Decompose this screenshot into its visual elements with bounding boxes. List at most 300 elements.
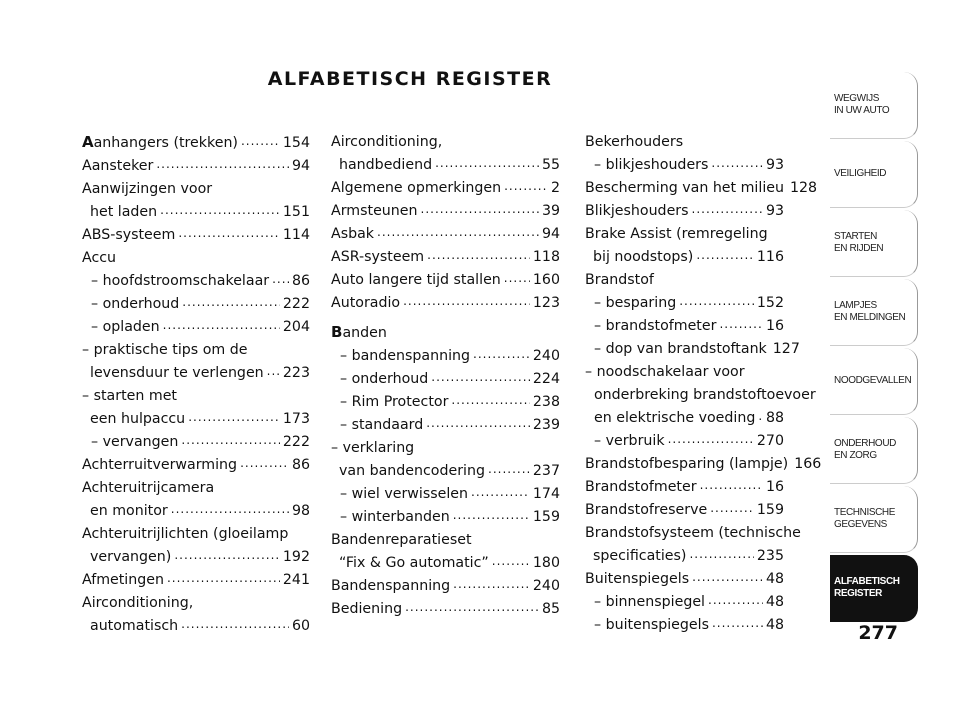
entry-text (585, 499, 707, 522)
entry-label: het laden (90, 204, 158, 220)
entry-label: Armsteunen (331, 203, 418, 219)
entry-line: Aanwijzingen voor (82, 181, 213, 197)
entry-row (585, 292, 784, 315)
dot-leader (711, 155, 763, 169)
entry-label: – Rim Protector (340, 394, 449, 410)
page-ref: 223 (282, 365, 310, 381)
entry-row (82, 293, 310, 316)
index-entry (585, 200, 784, 223)
entry-text (90, 615, 178, 638)
entry-label: – dop van brandstoftank (594, 341, 767, 357)
page-ref: 86 (291, 457, 310, 473)
entry-text (585, 200, 689, 223)
entry-label: Brandstofbesparing (lampje) (585, 456, 789, 472)
dot-leader (692, 569, 763, 583)
chapter-tab[interactable] (830, 348, 918, 415)
entry-text (90, 546, 171, 569)
dot-leader (377, 224, 539, 238)
dot-leader (692, 201, 763, 215)
entry-row (331, 246, 560, 269)
page-ref: 93 (765, 203, 784, 219)
entry-row (331, 292, 560, 315)
entry-row (585, 315, 784, 338)
chapter-tab-label: WEGWIJS IN UW AUTO (834, 93, 890, 116)
index-entry (331, 437, 560, 483)
page-number: 277 (858, 622, 898, 644)
page-ref: 270 (756, 433, 784, 449)
index-column-3 (585, 131, 822, 637)
entry-line: Brandstofsysteem (technische (585, 525, 801, 541)
entry-row (82, 316, 310, 339)
entry-line: onderbreking brandstoftoevoer (594, 387, 816, 403)
index-entry (585, 177, 818, 200)
page-ref: 48 (765, 594, 784, 610)
entry-heading (331, 321, 560, 345)
dot-leader (453, 507, 530, 521)
entry-text (594, 292, 676, 315)
entry-row (331, 200, 560, 223)
page-ref: 128 (789, 180, 818, 196)
index-entry (331, 483, 560, 506)
index-entry (585, 522, 801, 568)
entry-text (594, 315, 716, 338)
entry-text (340, 368, 428, 391)
entry-label: – brandstofmeter (594, 318, 717, 334)
entry-line: Airconditioning, (331, 134, 443, 150)
page-ref: 166 (794, 456, 822, 472)
entry-row (331, 269, 560, 292)
entry-text (331, 246, 424, 269)
entry-row (585, 591, 784, 614)
entry-label: – bandenspanning (340, 348, 471, 364)
index-entry (585, 292, 784, 315)
entry-text (340, 345, 470, 368)
entry-row (331, 368, 560, 391)
entry-label: Brandstofmeter (585, 479, 697, 495)
dot-leader (156, 156, 289, 170)
dot-leader (435, 155, 539, 169)
chapter-tab-label: TECHNISCHE GEGEVENS (834, 507, 896, 530)
index-entry (331, 345, 560, 368)
entry-label: – vervangen (91, 434, 179, 450)
entry-line: Achteruitrijcamera (82, 480, 215, 496)
entry-row (585, 338, 800, 361)
index-entry (331, 598, 560, 621)
page-ref: 240 (532, 578, 560, 594)
entry-row (82, 201, 310, 224)
entry-label: – besparing (594, 295, 677, 311)
entry-label: Bediening (331, 601, 403, 617)
entry-text (585, 568, 689, 591)
page-ref: 48 (765, 617, 784, 633)
entry-label: – wiel verwisselen (340, 486, 469, 502)
entry-label: Achterruitverwarming (82, 457, 238, 473)
entry-label: anhangers (trekken) (93, 135, 238, 151)
page-ref: 174 (532, 486, 560, 502)
dot-leader (174, 547, 280, 561)
page-ref: 48 (765, 571, 784, 587)
entry-text (594, 407, 755, 430)
entry-line: – verklaring (331, 440, 415, 456)
entry-row (331, 345, 560, 368)
index-entry (82, 155, 310, 178)
dot-leader (712, 615, 763, 629)
chapter-tab[interactable] (830, 210, 918, 277)
entry-row (331, 575, 560, 598)
dot-leader (427, 247, 530, 261)
index-entry (331, 246, 560, 269)
chapter-tab[interactable] (830, 486, 918, 553)
entry-text (90, 362, 264, 385)
dot-leader (504, 178, 548, 192)
entry-row (585, 407, 784, 430)
entry-row (331, 223, 560, 246)
index-entry (331, 414, 560, 437)
page-ref: 235 (756, 548, 784, 564)
dot-leader (668, 431, 754, 445)
index-entry (331, 321, 560, 345)
dot-leader (171, 501, 289, 515)
entry-text: Brandstof (585, 272, 654, 288)
entry-label: Aansteker (82, 158, 154, 174)
entry-row (585, 545, 784, 568)
chapter-tab[interactable] (830, 141, 918, 208)
page-ref: 94 (291, 158, 310, 174)
page-ref: 39 (541, 203, 560, 219)
dot-leader (241, 133, 280, 147)
entry-row (82, 408, 310, 431)
entry-label: Brandstofreserve (585, 502, 708, 518)
entry-text (594, 430, 665, 453)
dot-leader (178, 225, 280, 239)
index-entry (82, 247, 310, 270)
dot-leader (421, 201, 539, 215)
entry-row (82, 362, 310, 385)
entry-row (331, 598, 560, 621)
entry-text (90, 500, 168, 523)
entry-text (82, 155, 153, 178)
entry-text (331, 598, 402, 621)
entry-text: Accu (82, 250, 117, 266)
entry-text (90, 408, 185, 431)
entry-heading (82, 247, 310, 270)
entry-label: – buitenspiegels (594, 617, 709, 633)
entry-line: Brake Assist (remregeling (585, 226, 768, 242)
entry-line: Airconditioning, (82, 595, 194, 611)
entry-row (585, 499, 784, 522)
page-ref: 123 (532, 295, 560, 311)
entry-row (82, 500, 310, 523)
index-entry (331, 292, 560, 315)
entry-label: Bescherming van het milieu (585, 180, 784, 196)
dot-leader (488, 461, 530, 475)
index-entry (82, 385, 310, 431)
entry-row (585, 246, 784, 269)
page-ref: 238 (532, 394, 560, 410)
dot-leader (492, 553, 530, 567)
dot-leader (679, 293, 754, 307)
entry-text (340, 391, 448, 414)
page-ref: 240 (532, 348, 560, 364)
index-entry (331, 391, 560, 414)
page-ref: 180 (532, 555, 560, 571)
entry-line: Achteruitrijlichten (gloeilamp (82, 526, 289, 542)
index-entry (331, 223, 560, 246)
entry-row (82, 155, 310, 178)
entry-row (585, 154, 784, 177)
entry-label: – opladen (91, 319, 160, 335)
chapter-tab[interactable] (830, 417, 918, 484)
index-entry (82, 316, 310, 339)
entry-row (585, 177, 818, 200)
chapter-tab-label: NOODGEVALLEN (834, 375, 912, 386)
entry-label: ASR-systeem (331, 249, 425, 265)
entry-row (585, 200, 784, 223)
entry-row (82, 224, 310, 247)
index-entry (585, 614, 784, 637)
page-ref: 94 (541, 226, 560, 242)
entry-label: ABS-systeem (82, 227, 176, 243)
entry-label: Asbak (331, 226, 375, 242)
entry-text (585, 476, 697, 499)
index-entry (82, 431, 310, 454)
page-ref: 159 (756, 502, 784, 518)
entry-label: Autoradio (331, 295, 401, 311)
dot-leader (710, 500, 754, 514)
chapter-tab[interactable] (830, 279, 918, 346)
entry-row (331, 552, 560, 575)
index-entry (331, 575, 560, 598)
index-entry (331, 529, 560, 575)
page-ref: 88 (765, 410, 784, 426)
dot-leader (405, 599, 539, 613)
index-entry (585, 223, 784, 269)
entry-label: – winterbanden (340, 509, 450, 525)
entry-text (331, 575, 450, 598)
entry-text (82, 454, 237, 477)
entry-text: anden (342, 325, 387, 341)
entry-text (82, 224, 175, 247)
page-ref: 222 (282, 434, 310, 450)
page-ref: 152 (756, 295, 784, 311)
chapter-tab-label: VEILIGHEID (834, 168, 887, 179)
page-ref: 86 (291, 273, 310, 289)
dot-leader (240, 455, 289, 469)
entry-text (594, 338, 767, 361)
entry-row (82, 131, 310, 155)
entry-label: “Fix & Go automatic” (339, 555, 489, 571)
dot-leader (426, 415, 530, 429)
entry-text (90, 201, 157, 224)
entry-label: een hulpaccu (90, 411, 186, 427)
entry-text (91, 293, 179, 316)
entry-text (585, 453, 788, 476)
index-entry (585, 430, 784, 453)
index-entry (82, 339, 310, 385)
page-title: ALFABETISCH REGISTER (267, 68, 553, 90)
dot-leader (696, 247, 754, 261)
chapter-tab-label: LAMPJES EN MELDINGEN (834, 300, 906, 323)
entry-line: – praktische tips om de (82, 342, 248, 358)
dot-leader (719, 316, 763, 330)
entry-label: – hoofdstroomschakelaar (91, 273, 270, 289)
entry-row (585, 476, 784, 499)
dot-leader (453, 576, 530, 590)
index-entry (331, 506, 560, 529)
dot-leader (403, 293, 530, 307)
page-ref: 127 (772, 341, 800, 357)
dot-leader (167, 570, 280, 584)
dot-leader (181, 432, 280, 446)
entry-row (585, 568, 784, 591)
entry-label: Bandenspanning (331, 578, 451, 594)
page-ref: 159 (532, 509, 560, 525)
index-entry (585, 361, 816, 430)
page-ref: 151 (282, 204, 310, 220)
index-entry (585, 591, 784, 614)
entry-row (331, 177, 560, 200)
index-entry (82, 523, 310, 569)
page-ref: 224 (532, 371, 560, 387)
index-entry (331, 269, 560, 292)
entry-heading (585, 269, 784, 292)
entry-text (594, 614, 709, 637)
entry-initial: A (82, 133, 94, 151)
entry-label: – onderhoud (91, 296, 180, 312)
page-ref: 60 (291, 618, 310, 634)
index-column-2 (331, 131, 560, 621)
dot-leader (504, 270, 530, 284)
entry-label: specificaties) (593, 548, 687, 564)
entry-label: – verbruik (594, 433, 665, 449)
page-ref: 2 (550, 180, 560, 196)
dot-leader (188, 409, 280, 423)
entry-text (91, 316, 160, 339)
entry-text (594, 154, 708, 177)
entry-row (331, 506, 560, 529)
index-entry (331, 200, 560, 223)
entry-line: Bandenreparatieset (331, 532, 472, 548)
chapter-tab-label: STARTEN EN RIJDEN (834, 231, 884, 254)
entry-row (585, 614, 784, 637)
dot-leader (163, 317, 280, 331)
index-entry (82, 270, 310, 293)
entry-label: – blikjeshouders (594, 157, 709, 173)
chapter-tab-label: ONDERHOUD EN ZORG (834, 438, 896, 461)
page-ref: 16 (765, 318, 784, 334)
page-ref: 204 (282, 319, 310, 335)
entry-row (82, 270, 310, 293)
entry-text (331, 200, 418, 223)
index-entry (82, 592, 310, 638)
page-ref: 118 (532, 249, 560, 265)
entry-text (91, 431, 178, 454)
page-ref: 55 (541, 157, 560, 173)
chapter-tabs (830, 72, 918, 624)
entry-text (331, 223, 374, 246)
dot-leader (471, 484, 530, 498)
entry-text (593, 545, 686, 568)
index-entry (585, 499, 784, 522)
chapter-tab[interactable] (830, 555, 918, 622)
dot-leader (181, 616, 289, 630)
entry-row (82, 569, 310, 592)
page-ref: 192 (282, 549, 310, 565)
entry-label: en elektrische voeding (594, 410, 756, 426)
entry-row (331, 414, 560, 437)
chapter-tab-label: ALFABETISCH REGISTER (834, 576, 900, 599)
dot-leader (700, 477, 763, 491)
page-ref: 93 (765, 157, 784, 173)
entry-text (593, 246, 693, 269)
entry-text (331, 269, 501, 292)
page-ref: 16 (765, 479, 784, 495)
index-entry (331, 131, 560, 177)
index-entry (585, 453, 822, 476)
index-entry (585, 315, 784, 338)
index-entry (82, 131, 310, 155)
entry-row (331, 460, 560, 483)
dot-leader (431, 369, 530, 383)
index-entry (331, 368, 560, 391)
entry-label: – standaard (340, 417, 424, 433)
dot-leader (272, 271, 289, 285)
entry-row (82, 454, 310, 477)
entry-heading (585, 131, 784, 154)
index-entry (82, 477, 310, 523)
entry-text (340, 483, 468, 506)
entry-text (91, 270, 269, 293)
entry-label: Auto langere tijd stallen (331, 272, 501, 288)
page-ref: 154 (282, 135, 310, 151)
entry-text (331, 292, 400, 315)
page-ref: 222 (282, 296, 310, 312)
entry-row (82, 615, 310, 638)
entry-row (331, 154, 560, 177)
entry-label: levensduur te verlengen (90, 365, 264, 381)
entry-text (339, 154, 432, 177)
chapter-tab[interactable] (830, 72, 918, 139)
page-ref: 237 (532, 463, 560, 479)
dot-leader (160, 202, 280, 216)
entry-label: van bandencodering (339, 463, 485, 479)
page-ref: 114 (282, 227, 310, 243)
index-entry (82, 178, 310, 224)
index-entry (585, 269, 784, 292)
index-entry (585, 338, 800, 361)
dot-leader (267, 363, 280, 377)
page-ref: 173 (282, 411, 310, 427)
entry-text (594, 591, 705, 614)
dot-leader (182, 294, 280, 308)
page-ref: 160 (532, 272, 560, 288)
entry-text (82, 131, 238, 155)
entry-label: vervangen) (90, 549, 172, 565)
index-entry (82, 293, 310, 316)
index-column-1 (82, 131, 310, 638)
index-entry (82, 224, 310, 247)
entry-label: Blikjeshouders (585, 203, 689, 219)
dot-leader (689, 546, 753, 560)
entry-row (331, 483, 560, 506)
entry-row (585, 453, 822, 476)
dot-leader (451, 392, 529, 406)
index-entry (585, 131, 784, 154)
entry-label: Buitenspiegels (585, 571, 690, 587)
entry-text: Bekerhouders (585, 134, 684, 150)
index-entry (82, 569, 310, 592)
entry-label: – onderhoud (340, 371, 429, 387)
